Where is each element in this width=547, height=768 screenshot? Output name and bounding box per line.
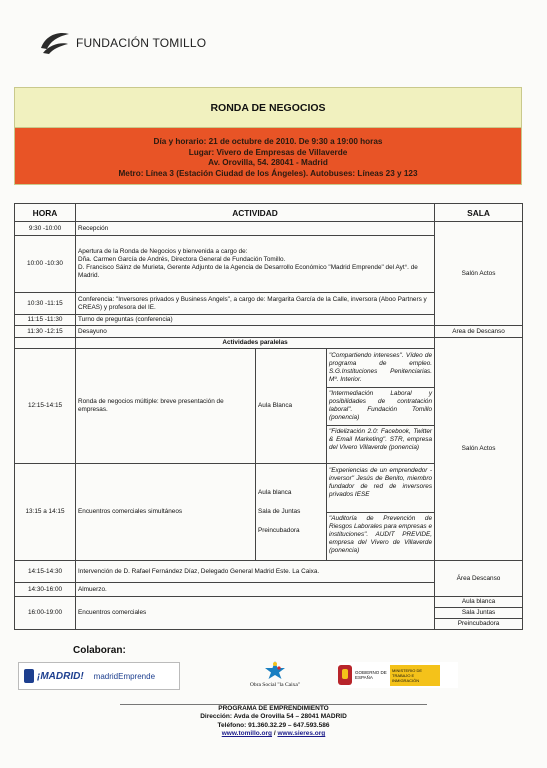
madrid-wordmark: ¡MADRID! [37,670,84,682]
sala-cell: Area de Descanso [435,326,523,338]
org-name: FUNDACIÓN TOMILLO [76,36,207,50]
footer-address: Dirección: Avda de Orovilla 54 – 28041 MADRID [200,713,347,721]
table-row [15,222,523,236]
table-row [15,326,523,338]
hora-cell: 16:00-19:00 [15,597,76,630]
sala-cell: Salón Actos [435,338,523,561]
tomillo-leaf-icon [38,30,72,56]
hora-cell: 10:30 -11:15 [15,293,76,315]
apertura-line: Apertura de la Ronda de Negocios y bienvenida a cargo de: [78,248,248,255]
table-row [15,338,523,349]
actividad-cell: Conferencia: "Inversores privados y Business Angels", a cargo de: Margarita García de la Calle, inversora (Aboo Partners y CREAS) y profesora del IE. [76,293,435,315]
sala-cell: Aula blanca [435,597,523,608]
caixa-star-icon [263,660,287,680]
note-experiencias: "Experiencias de un emprendedor - inversor" Jesús de Benito, miembro fundador de red de inversores privados IESE [327,465,434,513]
header-actividad: ACTIVIDAD [76,204,435,222]
fundacion-tomillo-logo [38,30,206,56]
hora-cell: 14:15-14:30 [15,561,76,583]
event-date-line: Día y horario: 21 de octubre de 2010. De 9:30 a 19:00 horas [153,137,383,146]
note-intermediacion: "Intermediación Laboral y posibilidades de contratación laboral". Fundación Tomillo (ponencia) [327,388,434,426]
footer-program: PROGRAMA DE EMPRENDIMIENTO [218,705,329,712]
header-sala: SALA [435,204,523,222]
actividad-cell: Encuentros comerciales simultáneos [76,464,256,561]
hora-cell: 14:30-16:00 [15,583,76,597]
actividad-cell: Turno de preguntas (conferencia) [76,315,435,326]
gobierno-wordmark: GOBIERNO DE ESPAÑA [355,670,387,680]
caixa-logo [240,660,310,696]
ministerio-wordmark: MINISTERIO DE TRABAJO E INMIGRACIÓN [390,665,440,686]
event-address-line: Av. Orovilla, 54. 28041 - Madrid [208,158,328,168]
notes-cell [327,349,435,464]
actividad-cell: Ronda de negocios múltiple: breve presentación de empresas. [76,349,256,464]
francisco-line: D. Francisco Sáinz de Murieta, Gerente Adjunto de la Agencia de Desarrollo Económico "Madrid Emprende" del Ayt°. de Madrid. [78,264,418,279]
note-auditoria: "Auditoría de Prevención de Riesgos Laborales para empresas e instituciones". AUDIT PREVIDE, empresa del Vivero de Villaverde (ponencia) [329,514,433,554]
hora-cell: 13:15 a 14:15 [15,464,76,561]
collab-label: Colaboran: [73,645,126,656]
tomillo-link[interactable]: www.tomillo.org [221,729,273,737]
table-header-row [15,204,523,222]
actividad-cell: Recepción [76,222,435,236]
hora-cell: 11:15 -11:30 [15,315,76,326]
footer [0,705,547,738]
footer-phone: Teléfono: 91.360.32.29 – 647.593.586 [217,721,330,729]
sala-cell: Sala Juntas [435,608,523,619]
actividades-paralelas-heading: Actividades paralelas [76,338,435,349]
hora-cell: 10:00 -10:30 [15,236,76,293]
madrid-bear-icon [24,669,34,683]
note-compartiendo: "Compartiendo intereses". Vídeo de programa de empleo. S.G.Instituciones Penitenciarias. Mº. Interior. [327,350,434,388]
actividad-cell: Intervención de D. Rafael Fernández Díaz, Delegado General Madrid Este. La Caixa. [76,561,435,583]
sala-cell: Área Descanso [435,561,523,597]
madrid-logo [18,662,180,690]
event-transport-line: Metro: Línea 3 (Estación Ciudad de los Ángeles). Autobuses: Líneas 23 y 123 [118,168,418,178]
sieres-link[interactable]: www.sieres.org [277,729,326,737]
header-hora: HORA [15,204,76,222]
gobierno-logo [338,662,458,688]
madrid-emprende-wordmark: madridEmprende [93,671,156,681]
spain-coat-of-arms-icon [338,665,352,685]
actividad-cell: Almuerzo. [76,583,435,597]
link-separator: / [273,729,276,737]
event-place-line: Lugar: Vivero de Empresas de Villaverde [188,147,348,157]
actividad-cell [76,236,435,293]
note-fidelizacion: "Fidelización 2.0: Facebook, Twitter & Email Marketing". STR, empresa del Vivero Villaverde (ponencia) [329,427,433,451]
sala-aula-blanca: Aula blanca [258,489,292,496]
actividad-cell: Desayuno [76,326,435,338]
sala-preincubadora: Preincubadora [258,527,300,534]
sala-cell: Salón Actos [435,222,523,326]
carmen-line: Dña. Carmen García de Andrés, Directora General de Fundación Tomillo. [78,256,286,263]
salas-cell [256,464,327,561]
notes-cell [327,464,435,561]
caixa-wordmark: Obra Social "la Caixa" [249,682,301,688]
sala-juntas: Sala de Juntas [258,508,301,515]
empty-cell [15,338,76,349]
footer-links [0,730,547,738]
event-title-band [14,87,522,128]
sala-cell: Preincubadora [435,619,523,630]
table-row [15,561,523,583]
hora-cell: 9:30 -10:00 [15,222,76,236]
hora-cell: 11:30 -12:15 [15,326,76,338]
hora-cell: 12:15-14:15 [15,349,76,464]
table-row [15,597,523,608]
schedule-table [14,203,523,630]
aula-cell: Aula Blanca [256,349,327,464]
event-title: RONDA DE NEGOCIOS [210,101,326,114]
event-info-band [14,128,522,185]
actividad-cell: Encuentros comerciales [76,597,435,630]
